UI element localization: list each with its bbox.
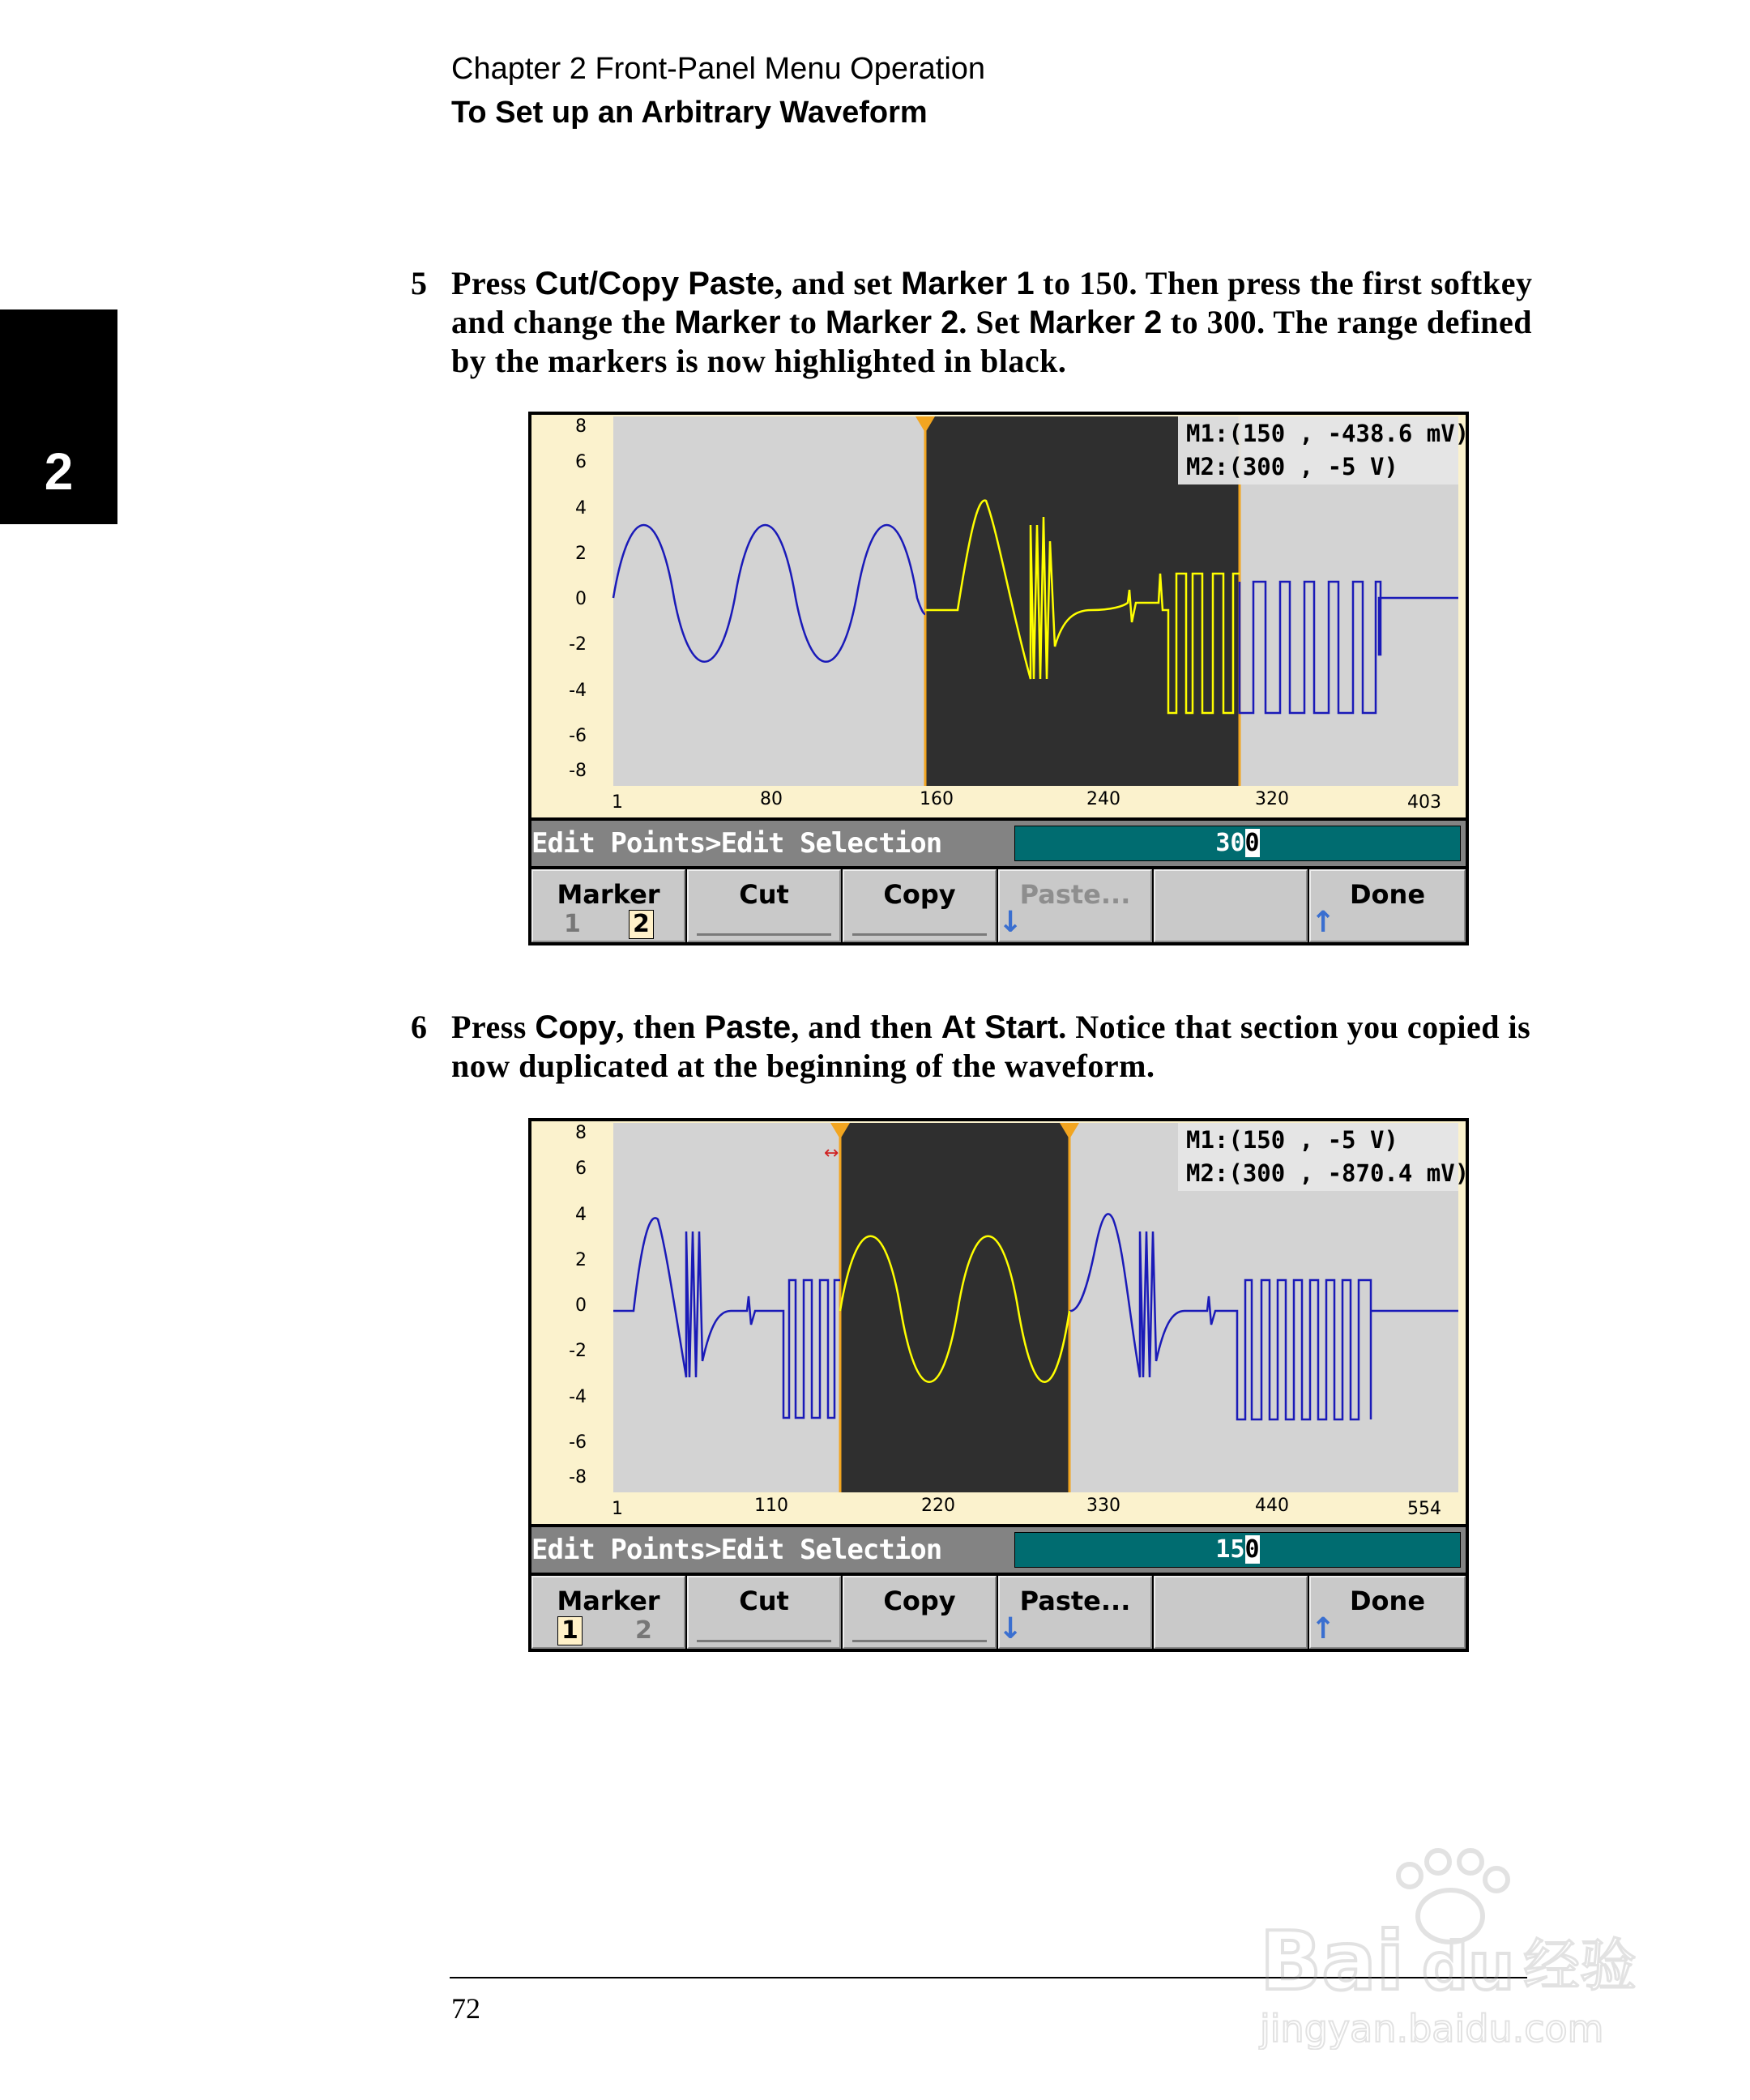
page-number: 72 (451, 1992, 480, 2025)
x-tick: 80 (760, 789, 783, 809)
x-tick: 240 (1086, 789, 1120, 809)
x-tick: 110 (754, 1496, 788, 1516)
svg-text:jingyan.baidu.com: jingyan.baidu.com (1260, 2007, 1604, 2050)
arrow-up-icon: ↑ (1311, 906, 1336, 939)
y-tick: 0 (575, 1295, 587, 1316)
y-tick: -2 (569, 1341, 587, 1361)
softkey-done[interactable]: Done ↑ (1309, 1576, 1466, 1649)
y-tick: -8 (569, 1467, 587, 1488)
x-axis-ticks (612, 789, 1441, 813)
y-tick: 6 (575, 1159, 587, 1179)
x-tick: 1 (612, 1499, 623, 1519)
svg-text:du: du (1422, 1929, 1515, 2004)
x-tick: 403 (1407, 792, 1441, 813)
cursor-digit: 0 (1244, 1535, 1260, 1564)
y-tick: 4 (575, 498, 587, 519)
softkey-blank[interactable] (1154, 869, 1308, 942)
y-tick: -6 (569, 1432, 587, 1453)
marker-option-2: 2 (635, 1616, 652, 1645)
section-title: To Set up an Arbitrary Waveform (451, 96, 928, 130)
softkey-blank[interactable] (1154, 1576, 1308, 1649)
waveform-plot (528, 1118, 1469, 1527)
y-tick: 2 (575, 544, 587, 564)
chapter-thumb-tab (0, 309, 117, 524)
waveform-editor-screen-2 (528, 1118, 1469, 1652)
x-tick: 220 (921, 1496, 955, 1516)
x-tick: 440 (1255, 1496, 1289, 1516)
softkey-marker[interactable]: Marker 1 2 (531, 1576, 685, 1649)
marker-option-1: 1 (564, 910, 581, 938)
y-tick: -6 (569, 726, 587, 746)
softkey-paste[interactable]: Paste... ↓ (998, 869, 1152, 942)
marker-option-2: 2 (629, 910, 654, 939)
y-tick: -2 (569, 634, 587, 655)
svg-text:Bai: Bai (1260, 1914, 1404, 2008)
arrow-down-icon: ↓ (998, 906, 1023, 939)
chapter-line: Chapter 2 Front-Panel Menu Operation (451, 52, 986, 86)
page-header (451, 47, 985, 134)
marker-option-1: 1 (557, 1616, 583, 1645)
value-field[interactable]: 300 (1014, 826, 1461, 861)
waveform-editor-screen-1 (528, 412, 1469, 945)
softkey-done[interactable]: Done ↑ (1309, 869, 1466, 942)
value-field[interactable]: 150 (1014, 1532, 1461, 1568)
marker-1-readout: M1:(150 , -438.6 mV) (1186, 420, 1469, 447)
step-number: 5 (411, 265, 428, 301)
x-tick: 160 (920, 789, 954, 809)
y-axis-ticks (569, 1123, 587, 1488)
softkey-cut[interactable]: Cut (687, 1576, 841, 1649)
x-tick: 320 (1255, 789, 1289, 809)
menu-path: Edit Points>Edit Selection (531, 1534, 942, 1566)
softkey-bar (531, 1576, 1466, 1649)
y-tick: -4 (569, 1387, 587, 1407)
y-tick: 0 (575, 589, 587, 609)
marker-2-readout: M2:(300 , -5 V) (1186, 453, 1398, 480)
softkey-copy[interactable]: Copy (843, 1576, 997, 1649)
y-tick: -8 (569, 761, 587, 781)
x-tick: 1 (612, 792, 623, 813)
menu-path: Edit Points>Edit Selection (531, 827, 942, 860)
y-tick: 2 (575, 1250, 587, 1270)
y-tick: 8 (575, 416, 587, 437)
y-tick: 8 (575, 1123, 587, 1143)
step-number: 6 (411, 1009, 428, 1045)
x-tick: 330 (1086, 1496, 1120, 1516)
svg-text:经验: 经验 (1523, 1932, 1637, 1999)
marker-2-readout: M2:(300 , -870.4 mV) (1186, 1159, 1469, 1187)
y-tick: 4 (575, 1205, 587, 1225)
softkey-marker[interactable]: Marker 1 2 (531, 869, 685, 942)
x-axis-ticks (612, 1496, 1441, 1519)
drag-arrows-icon: ↔ (824, 1143, 839, 1163)
y-axis-ticks (569, 416, 587, 781)
status-bar (531, 1527, 1466, 1573)
marker-1-readout: M1:(150 , -5 V) (1186, 1126, 1398, 1154)
waveform-plot (528, 412, 1469, 821)
y-tick: -4 (569, 681, 587, 701)
softkey-bar (531, 869, 1466, 942)
step-text: Press Cut/Copy Paste, and set Marker 1 to 150. Then press the first softkey and change the Marker to Marker 2. Set Marker 2 to 300. The range defined by the markers is now highlighted in black. (451, 265, 1533, 379)
status-bar (531, 821, 1466, 866)
step-text: Press Copy, then Paste, and then At Start. Notice that section you copied is now duplicated at the beginning of the waveform. (451, 1009, 1531, 1084)
baidu-watermark-logo (1244, 1839, 1665, 2050)
softkey-cut[interactable]: Cut (687, 869, 841, 942)
y-tick: 6 (575, 452, 587, 472)
arrow-down-icon: ↓ (998, 1612, 1023, 1645)
arrow-up-icon: ↑ (1311, 1612, 1336, 1645)
x-tick: 554 (1407, 1499, 1441, 1519)
softkey-paste[interactable]: Paste... ↓ (998, 1576, 1152, 1649)
chapter-tab-number: 2 (44, 442, 74, 501)
softkey-copy[interactable]: Copy (843, 869, 997, 942)
cursor-digit: 0 (1244, 829, 1260, 857)
